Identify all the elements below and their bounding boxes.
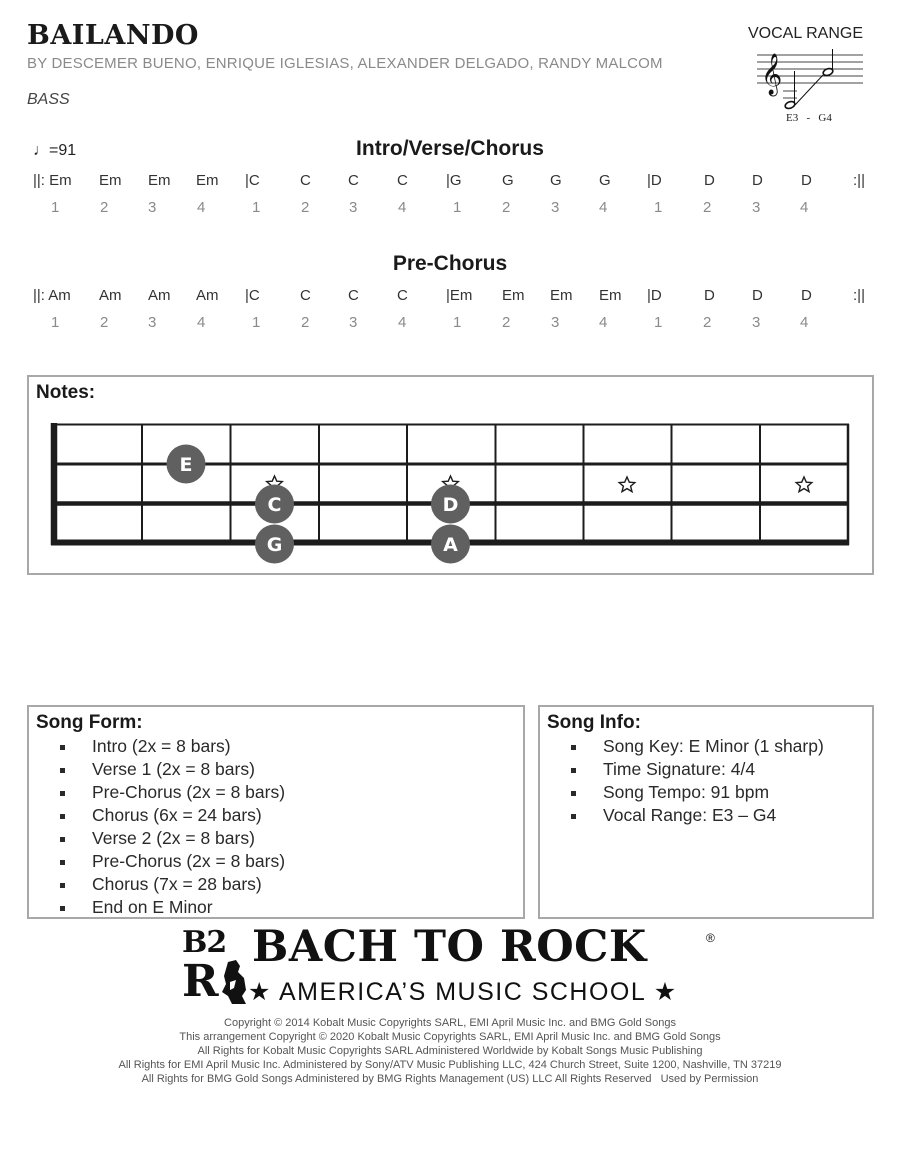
- svg-text:E: E: [179, 454, 193, 476]
- instrument-label: BASS: [27, 91, 70, 108]
- list-item: Chorus (7x = 28 bars): [29, 873, 519, 896]
- chord: G: [599, 172, 611, 189]
- chord: |C: [245, 287, 260, 304]
- chord: C: [348, 287, 359, 304]
- beat-count: 3: [148, 199, 157, 216]
- beat-count: 1: [654, 314, 663, 331]
- note-dot-A: [431, 525, 470, 564]
- chord: D: [752, 287, 763, 304]
- guitarist-silhouette-icon: [218, 960, 248, 1006]
- song-info-list: [540, 735, 870, 827]
- copyright-line: All Rights for Kobalt Music Copyrights SARL Administered Worldwide by Kobalt Songs Music Publishing: [197, 1045, 703, 1057]
- beat-count: 2: [100, 199, 109, 216]
- list-item: Vocal Range: E3 – G4: [540, 804, 870, 827]
- chord: D: [704, 287, 715, 304]
- copyright-line: All Rights for EMI April Music Inc. Administered by Sony/ATV Music Publishing LLC, 424 Church Street, Suite 1200, Nashville, TN 37219: [118, 1059, 782, 1071]
- bullet-icon: [60, 814, 65, 819]
- logo-mark-r: R: [182, 956, 219, 1007]
- chord-row-intro-verse-chorus: [33, 172, 873, 192]
- section-title-pre-chorus: Pre-Chorus: [392, 252, 508, 275]
- bullet-icon: [60, 837, 65, 842]
- beat-count: 4: [800, 314, 809, 331]
- registered-mark: ®: [706, 931, 715, 945]
- note-dot-G: [255, 525, 294, 564]
- chord: |G: [446, 172, 462, 189]
- chord: C: [397, 287, 408, 304]
- repeat-end-sign: :||: [853, 287, 865, 304]
- chord: D: [801, 172, 812, 189]
- list-item: Song Key: E Minor (1 sharp): [540, 735, 870, 758]
- beat-count: 4: [599, 314, 608, 331]
- chord: Em: [99, 172, 122, 189]
- bullet-icon: [571, 791, 576, 796]
- chord: G: [550, 172, 562, 189]
- copyright-line: This arrangement Copyright © 2020 Kobalt Music Copyrights SARL, EMI April Music Inc. and BMG Gold Songs: [179, 1031, 721, 1043]
- vocal-range-staff-icon: [755, 45, 865, 115]
- beat-count: 2: [100, 314, 109, 331]
- chord: Em: [599, 287, 622, 304]
- vocal-range-label: VOCAL RANGE: [748, 25, 863, 42]
- bullet-icon: [60, 860, 65, 865]
- svg-text:C: C: [267, 494, 282, 516]
- beat-count: 4: [398, 199, 407, 216]
- chord: D: [752, 172, 763, 189]
- beat-count: 4: [599, 199, 608, 216]
- beat-count: 4: [197, 314, 206, 331]
- list-item: Verse 1 (2x = 8 bars): [29, 758, 519, 781]
- chord: |D: [647, 172, 662, 189]
- list-item: Chorus (6x = 24 bars): [29, 804, 519, 827]
- bach-to-rock-logo-mark: [182, 925, 250, 1008]
- bullet-icon: [60, 883, 65, 888]
- list-item: Pre-Chorus (2x = 8 bars): [29, 781, 519, 804]
- beat-count: 3: [148, 314, 157, 331]
- chord: D: [801, 287, 812, 304]
- chord: Am: [148, 287, 171, 304]
- chord: C: [348, 172, 359, 189]
- chord: Am: [99, 287, 122, 304]
- note-dot-C: [255, 485, 294, 524]
- svg-text:A: A: [443, 534, 458, 556]
- chord: Em: [502, 287, 525, 304]
- bullet-icon: [60, 791, 65, 796]
- list-item: End on E Minor: [29, 896, 519, 919]
- beat-count: 2: [703, 314, 712, 331]
- song-form-title: Song Form:: [36, 712, 143, 733]
- svg-text:D: D: [442, 494, 459, 516]
- song-info-box: [538, 705, 874, 919]
- count-row-pre-chorus: [33, 314, 873, 334]
- chord: Am: [196, 287, 219, 304]
- note-dot-E: [167, 445, 206, 484]
- song-title: BAILANDO: [27, 20, 199, 51]
- beat-count: 2: [703, 199, 712, 216]
- bullet-icon: [60, 745, 65, 750]
- beat-count: 1: [453, 314, 462, 331]
- beat-count: 4: [398, 314, 407, 331]
- section-title-intro-verse-chorus: Intro/Verse/Chorus: [356, 137, 544, 160]
- song-form-list: [29, 735, 519, 919]
- chord: C: [397, 172, 408, 189]
- chord: |C: [245, 172, 260, 189]
- notes-title: Notes:: [36, 382, 96, 403]
- svg-text:G: G: [266, 534, 283, 556]
- vocal-range-notes: E3 - G4: [786, 112, 832, 124]
- list-item: Verse 2 (2x = 8 bars): [29, 827, 519, 850]
- chord: G: [502, 172, 514, 189]
- beat-count: 1: [252, 199, 261, 216]
- beat-count: 3: [349, 314, 358, 331]
- bullet-icon: [60, 906, 65, 911]
- beat-count: 1: [654, 199, 663, 216]
- beat-count: 3: [349, 199, 358, 216]
- list-item: Pre-Chorus (2x = 8 bars): [29, 850, 519, 873]
- beat-count: 2: [502, 199, 511, 216]
- chord: Em: [148, 172, 171, 189]
- copyright-line: All Rights for BMG Gold Songs Administered by BMG Rights Management (US) LLC All Rights Reserved Used by Permission: [141, 1073, 759, 1085]
- beat-count: 3: [551, 199, 560, 216]
- song-info-title: Song Info:: [547, 712, 641, 733]
- beat-count: 1: [51, 199, 60, 216]
- beat-count: 2: [502, 314, 511, 331]
- beat-count: 3: [752, 199, 761, 216]
- beat-count: 3: [551, 314, 560, 331]
- list-item: Intro (2x = 8 bars): [29, 735, 519, 758]
- chord: C: [300, 287, 311, 304]
- chord-row-pre-chorus: [33, 287, 873, 307]
- repeat-end-sign: :||: [853, 172, 865, 189]
- beat-count: 4: [800, 199, 809, 216]
- beat-count: 1: [51, 314, 60, 331]
- logo-mark-b2: B2: [182, 925, 227, 960]
- chord: |Em: [446, 287, 473, 304]
- chord: C: [300, 172, 311, 189]
- chord: Em: [196, 172, 219, 189]
- chord: ||: Em: [33, 172, 72, 189]
- beat-count: 2: [301, 199, 310, 216]
- bullet-icon: [571, 814, 576, 819]
- bullet-icon: [60, 768, 65, 773]
- chord: Em: [550, 287, 573, 304]
- note-dot-D: [431, 485, 470, 524]
- chord: D: [704, 172, 715, 189]
- bullet-icon: [571, 768, 576, 773]
- beat-count: 2: [301, 314, 310, 331]
- songwriters-byline: BY DESCEMER BUENO, ENRIQUE IGLESIAS, ALEXANDER DELGADO, RANDY MALCOM: [27, 55, 663, 72]
- fret-marker-star-icons: [267, 476, 812, 492]
- beat-count: 4: [197, 199, 206, 216]
- list-item: Song Tempo: 91 bpm: [540, 781, 870, 804]
- list-item: Time Signature: 4/4: [540, 758, 870, 781]
- svg-text:𝄞: 𝄞: [761, 54, 783, 95]
- chord: ||: Am: [33, 287, 71, 304]
- tempo-marking: ♩=91: [33, 142, 77, 159]
- chord: |D: [647, 287, 662, 304]
- bass-fretboard-diagram: [45, 418, 860, 568]
- copyright-line: Copyright © 2014 Kobalt Music Copyrights SARL, EMI April Music Inc. and BMG Gold Songs: [224, 1017, 676, 1029]
- beat-count: 3: [752, 314, 761, 331]
- bullet-icon: [571, 745, 576, 750]
- logo-tagline: ★ AMERICA’S MUSIC SCHOOL ★: [248, 978, 678, 1006]
- beat-count: 1: [453, 199, 462, 216]
- logo-wordmark: BACH TO ROCK: [252, 922, 647, 972]
- beat-count: 1: [252, 314, 261, 331]
- copyright-notice: [0, 1016, 900, 1086]
- count-row-intro-verse-chorus: [33, 199, 873, 219]
- song-form-box: [27, 705, 525, 919]
